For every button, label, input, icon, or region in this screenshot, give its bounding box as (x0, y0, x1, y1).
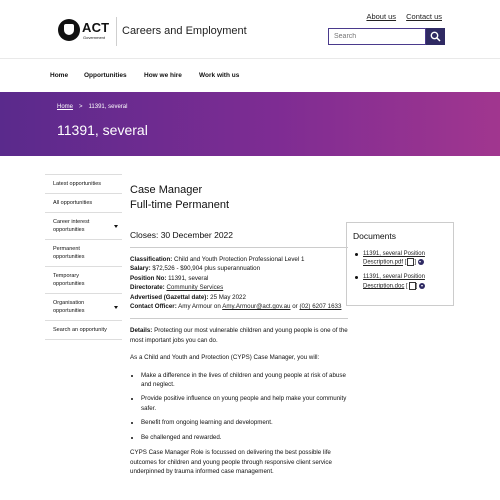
sidebar-item-organisation[interactable] (45, 294, 122, 321)
sidebar-item-all[interactable] (45, 194, 122, 213)
sidebar-item-search[interactable] (45, 321, 122, 340)
sidebar-item-label: All opportunities (53, 200, 93, 206)
sidebar-item-permanent[interactable] (45, 240, 122, 267)
nav-opportunities[interactable]: Opportunities (84, 72, 127, 79)
crest-icon (58, 19, 80, 41)
breadcrumb-home-link[interactable]: Home (57, 104, 74, 110)
details-label: Details: (130, 327, 153, 335)
documents-title: Documents (353, 231, 396, 241)
documents-panel (346, 222, 454, 306)
breadcrumb (57, 104, 127, 110)
breadcrumb-separator: > (79, 104, 83, 110)
salary-label: Salary: (130, 265, 151, 273)
bracket-open: [ (406, 283, 408, 290)
document-doc-link[interactable]: 11391, several Position Description.doc (363, 274, 425, 290)
sidebar-item-career-interest[interactable] (45, 213, 122, 240)
nav-work-with-us[interactable]: Work with us (199, 72, 240, 79)
sidebar-nav (45, 174, 122, 340)
sidebar-item-label: Career interest opportunities (53, 219, 90, 233)
job-title-role: Case Manager (130, 184, 203, 196)
job-title (130, 183, 348, 213)
utility-links (358, 12, 442, 21)
caret-down-icon[interactable] (114, 306, 118, 309)
details-paragraph (130, 326, 348, 345)
closing-paragraph: CYPS Case Manager Role is focussed on delivering the best possible life outcomes for children and young people through responsive client service underpinned by trauma informed case management. (130, 449, 332, 475)
search-input[interactable] (328, 28, 426, 45)
contact-or: or (292, 303, 298, 311)
position-value: 11391, several (168, 274, 209, 282)
directorate-link[interactable]: Community Services (166, 284, 224, 292)
details-text: Protecting our most vulnerable children and young people is one of the most important jobs you can do. (130, 327, 348, 344)
job-metadata (130, 255, 348, 311)
classification-value: Child and Youth Protection Professional Level 1 (174, 256, 305, 263)
classification-label: Classification: (130, 256, 173, 263)
nav-how-we-hire[interactable]: How we hire (144, 72, 182, 79)
about-us-link[interactable]: About us (366, 12, 397, 21)
divider (130, 318, 348, 319)
search-button[interactable] (426, 28, 445, 45)
contact-name: Amy Armour on (178, 303, 221, 311)
main-nav (0, 58, 500, 93)
logo-subtext: Government (83, 35, 106, 40)
position-label: Position No: (130, 274, 167, 282)
advertised-value: 25 May 2022 (210, 293, 246, 301)
bracket-close: ] (415, 283, 418, 290)
page-banner (0, 92, 500, 156)
job-content (130, 183, 348, 484)
list-item: • Provide positive influence on young people and help make your community safer. (141, 394, 348, 413)
sidebar-item-temporary[interactable] (45, 267, 122, 294)
list-item: • Benefit from ongoing learning and development. (141, 418, 348, 427)
list-item: • Make a difference in the lives of children and young people at risk of abuse and neglect. (141, 371, 348, 390)
page-title: 11391, several (57, 122, 148, 138)
file-icon (409, 282, 416, 290)
list-item: • Be challenged and rewarded. (141, 433, 348, 442)
sidebar-item-label: Permanent opportunities (53, 246, 85, 260)
logo-text: ACT (82, 20, 110, 35)
sidebar-item-label: Temporary opportunities (53, 273, 85, 287)
bracket-open: [ (404, 259, 407, 266)
job-title-type: Full-time Permanent (130, 199, 230, 211)
sidebar-item-label: Latest opportunities (53, 181, 102, 187)
bracket-close: ] (414, 259, 417, 266)
contact-email-link[interactable]: Amy.Armour@act.gov.au (222, 303, 291, 311)
divider (130, 247, 348, 248)
document-pdf-link[interactable]: 11391, several Position Description.pdf (363, 251, 425, 266)
document-item (353, 250, 447, 267)
nav-home[interactable]: Home (50, 72, 69, 79)
breadcrumb-current: 11391, several (88, 104, 128, 110)
directorate-label: Directorate: (130, 284, 165, 292)
sidebar-item-label: Organisation opportunities (53, 300, 85, 314)
contact-label: Contact Officer: (130, 303, 177, 311)
contact-us-link[interactable]: Contact us (406, 12, 442, 21)
search-icon (430, 31, 441, 42)
sidebar-item-label: Search an opportunity (53, 327, 107, 333)
document-item (353, 273, 447, 290)
act-government-logo[interactable] (58, 17, 110, 45)
closing-date: Closes: 30 December 2022 (130, 230, 234, 240)
intro-paragraph: As a Child and Youth and Protection (CYPS) Case Manager, you will: (130, 354, 320, 362)
site-title[interactable]: Careers and Employment (122, 25, 247, 37)
sidebar-item-latest[interactable] (45, 175, 122, 194)
site-header (0, 0, 500, 58)
salary-value: $72,526 - $90,904 plus superannuation (152, 265, 261, 273)
header-divider (116, 17, 117, 46)
contact-phone-link[interactable]: (02) 6207 1633 (299, 303, 342, 311)
advertised-label: Advertised (Gazettal date): (130, 293, 209, 301)
benefits-list (130, 371, 348, 442)
download-icon[interactable] (418, 259, 424, 265)
download-icon[interactable] (419, 283, 425, 289)
caret-down-icon[interactable] (114, 225, 118, 228)
